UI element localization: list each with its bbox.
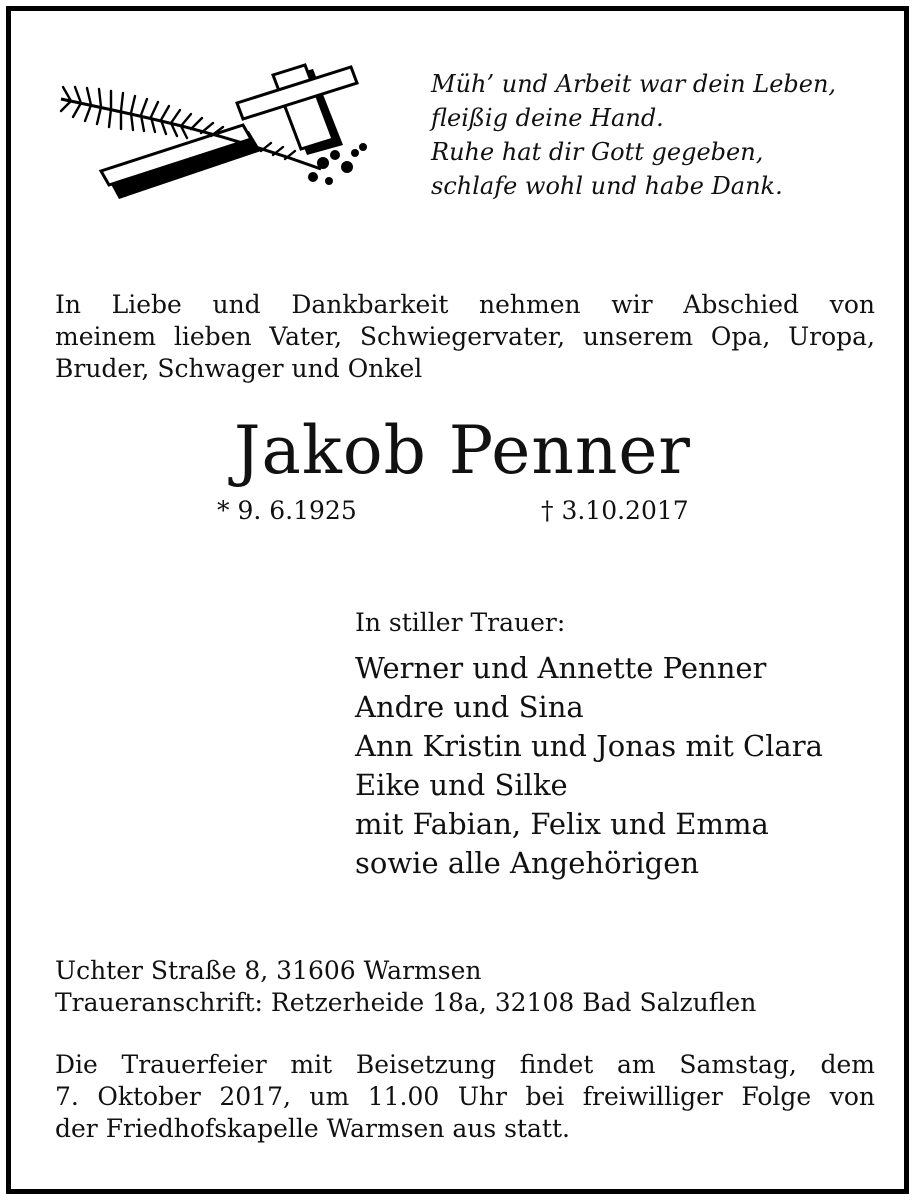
mourner-line: Ann Kristin und Jonas mit Clara <box>355 729 823 763</box>
intro-line: In Liebe und Dankbarkeit nehmen wir Abschied von <box>55 290 875 319</box>
poem-line: fleißig deine Hand. <box>431 104 664 132</box>
intro-line: meinem lieben Vater, Schwiegervater, unserem Opa, Uropa, <box>55 322 875 351</box>
mourner-line: sowie alle Angehörigen <box>355 846 700 880</box>
funeral-line: der Friedhofskapelle Warmsen aus statt. <box>55 1114 570 1143</box>
mourner-line: Andre und Sina <box>355 690 584 724</box>
poem-line: Müh’ und Arbeit war dein Leben, <box>431 70 837 98</box>
address-block <box>55 955 756 1019</box>
mourner-line: mit Fabian, Felix und Emma <box>355 807 769 841</box>
funeral-line: 7. Oktober 2017, um 11.00 Uhr bei freiwilliger Folge von <box>55 1082 875 1111</box>
mourner-line: Eike und Silke <box>355 768 568 802</box>
mourners-list <box>355 649 823 883</box>
birth-date: * 9. 6.1925 <box>217 496 357 525</box>
poem-line: Ruhe hat dir Gott gegeben, <box>431 138 764 166</box>
funeral-notice <box>55 1049 875 1145</box>
intro-line: Bruder, Schwager und Onkel <box>55 354 423 383</box>
funeral-line: Die Trauerfeier mit Beisetzung findet am Samstag, dem <box>55 1050 875 1079</box>
poem <box>431 67 836 203</box>
death-date: † 3.10.2017 <box>541 496 689 525</box>
intro-text <box>55 289 875 385</box>
obituary-frame <box>6 6 909 1194</box>
mourners-label: In stiller Trauer: <box>355 608 566 637</box>
poem-line: schlafe wohl und habe Dank. <box>431 172 783 200</box>
mourner-line: Werner und Annette Penner <box>355 651 767 685</box>
deceased-name: Jakob Penner <box>234 412 691 489</box>
cross-with-palm-branch-icon <box>51 59 381 204</box>
address-line: Traueranschrift: Retzerheide 18a, 32108 Bad Salzuflen <box>55 988 757 1017</box>
address-line: Uchter Straße 8, 31606 Warmsen <box>55 956 482 985</box>
